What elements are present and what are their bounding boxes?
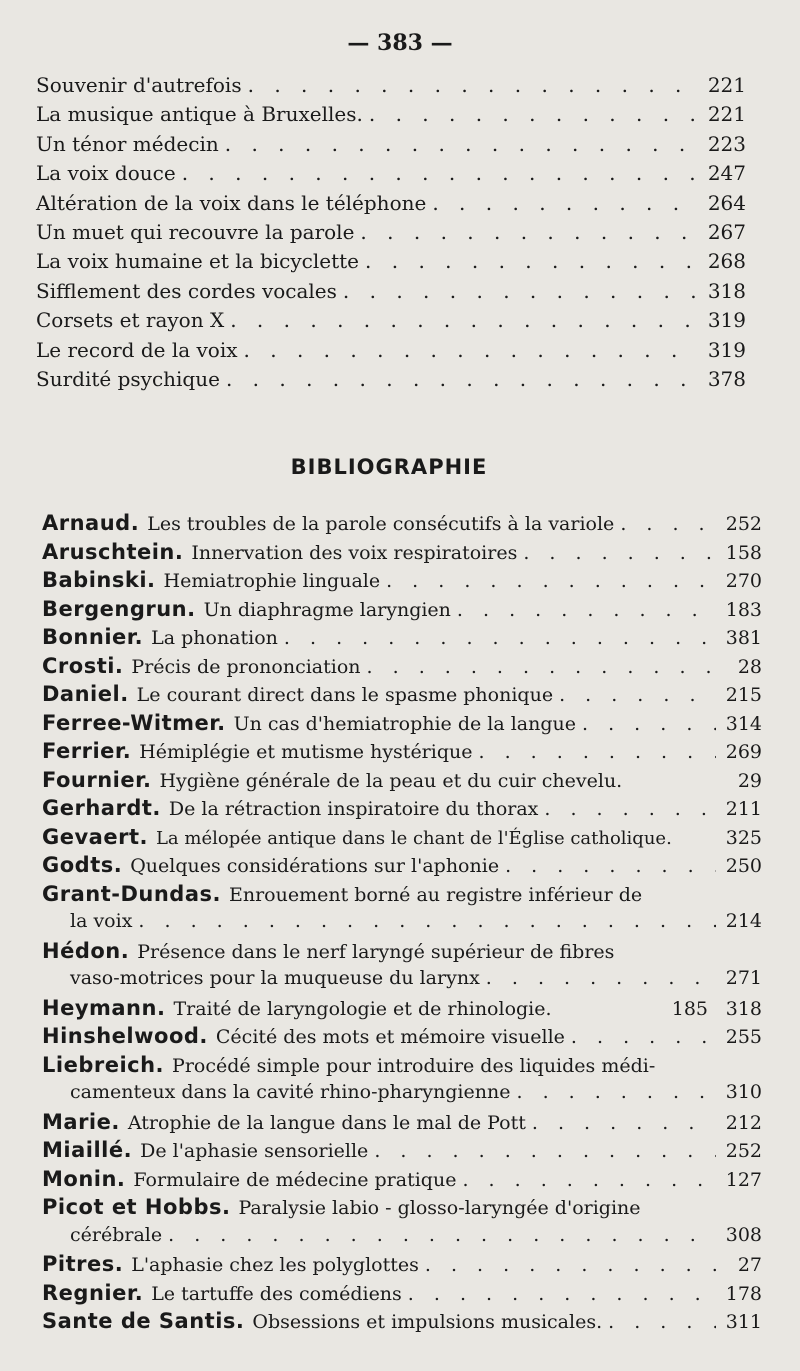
- toc-entry: [36, 191, 746, 220]
- bib-title: Un diaphragme laryngien: [203, 598, 451, 621]
- bib-author: Fournier.: [42, 767, 152, 792]
- toc-entry-page: 319: [707, 337, 746, 362]
- bib-page: 28: [737, 655, 762, 678]
- bib-title: De l'aphasie sensorielle: [140, 1140, 369, 1162]
- dot-leader: [432, 191, 696, 215]
- bib-title: La mélopée antique dans le chant de l'Église catholique.: [155, 827, 672, 849]
- dot-leader: [226, 367, 696, 391]
- dot-leader: [230, 308, 696, 332]
- bibliography-entry: [42, 1195, 762, 1252]
- toc-entry: [36, 102, 746, 131]
- bib-page: 127: [725, 1168, 762, 1191]
- toc-entry: [36, 132, 746, 161]
- toc-entry-page: 247: [707, 161, 746, 186]
- dot-leader: [369, 102, 696, 126]
- bib-page: 252: [725, 513, 762, 535]
- bib-author: Ferree-Witmer.: [42, 710, 226, 735]
- bib-author: Babinski.: [42, 568, 156, 592]
- bibliography-entry: [42, 996, 762, 1025]
- bibliography-entry: [42, 1252, 762, 1281]
- bib-page: 325: [725, 826, 762, 849]
- bib-author: Aruschtein.: [42, 539, 184, 564]
- bib-author: Liebreich.: [42, 1052, 165, 1077]
- bib-author: Ferrier.: [42, 739, 132, 763]
- dot-leader: [386, 570, 716, 592]
- toc-entry-title: Un ténor médecin: [36, 131, 219, 156]
- bib-title: Enrouement borné au registre inférieur de: [228, 883, 643, 906]
- bib-author: Marie.: [42, 1109, 120, 1134]
- bib-page: 311: [725, 1311, 762, 1333]
- bibliography-entry: [42, 682, 762, 711]
- toc-entry: [36, 308, 746, 337]
- toc-entry: [36, 367, 746, 396]
- toc-entry-page: 223: [707, 131, 746, 156]
- bibliography-list: [42, 511, 762, 1338]
- bib-title: Un cas d'hemiatrophie de la langue: [233, 712, 577, 735]
- toc-entry: [36, 73, 746, 102]
- bibliography-entry: [42, 768, 762, 797]
- bib-title-continuation: camenteux dans la cavité rhino-pharyngienne: [70, 1081, 511, 1103]
- bib-page: 381: [725, 627, 762, 649]
- bibliography-entry: [42, 739, 762, 768]
- bibliography-heading: BIBLIOGRAPHIE: [290, 455, 488, 479]
- bib-title: Formulaire de médecine pratique: [133, 1168, 457, 1191]
- toc-entry-page: 267: [707, 219, 746, 244]
- dot-leader: [248, 73, 696, 97]
- bib-page: 255: [725, 1026, 762, 1048]
- bib-title: Les troubles de la parole consécutifs à la variole: [147, 513, 615, 535]
- bib-page: 27: [737, 1254, 762, 1276]
- bib-author: Daniel.: [42, 682, 129, 706]
- bib-title: Traité de laryngologie et de rhinologie.: [173, 997, 552, 1020]
- bibliography-entry: [42, 511, 762, 540]
- bibliography-entry: [42, 625, 762, 654]
- dot-leader: [457, 599, 716, 621]
- bib-author: Arnaud.: [42, 511, 140, 535]
- bib-title: Hémiplégie et mutisme hystérique: [139, 741, 473, 763]
- bib-author: Godts.: [42, 853, 123, 877]
- bib-page: 308: [725, 1223, 762, 1246]
- bib-page: 310: [725, 1081, 762, 1103]
- dot-leader: [365, 249, 696, 273]
- bib-title: Procédé simple pour introduire des liquides médi-: [172, 1054, 656, 1077]
- dot-leader: [523, 542, 716, 564]
- bib-author: Miaillé.: [42, 1138, 133, 1162]
- dot-leader: [408, 1283, 716, 1305]
- bib-author: Heymann.: [42, 995, 166, 1020]
- bib-page: 158: [725, 541, 762, 564]
- toc-entry-title: Un muet qui recouvre la parole: [36, 219, 355, 244]
- bib-title: Innervation des voix respiratoires: [191, 541, 518, 564]
- bib-page: 29: [737, 769, 762, 792]
- toc-entry-page: 221: [707, 73, 746, 97]
- dot-leader: [505, 855, 716, 877]
- dot-leader: [532, 1112, 716, 1134]
- bib-author: Hinshelwood.: [42, 1024, 208, 1048]
- bibliography-entry: [42, 654, 762, 683]
- toc-entry-page: 268: [707, 249, 746, 274]
- bib-author: Bonnier.: [42, 625, 144, 649]
- dot-leader: [571, 1026, 716, 1048]
- toc-entry: [36, 338, 746, 367]
- dot-leader: [559, 684, 716, 706]
- bib-author: Sante de Santis.: [42, 1309, 245, 1333]
- dot-leader: [367, 656, 716, 678]
- dot-leader: [284, 627, 716, 649]
- bib-page: 271: [725, 967, 762, 989]
- toc-entry: [36, 249, 746, 278]
- bib-title: La phonation: [151, 627, 278, 649]
- bib-title: Précis de prononciation: [131, 655, 361, 678]
- bibliography-entry: [42, 540, 762, 569]
- bib-author: Monin.: [42, 1166, 126, 1191]
- bib-author: Bergengrun.: [42, 596, 196, 621]
- table-of-contents: [36, 73, 746, 396]
- bib-title: Présence dans le nerf laryngé supérieur de fibres: [137, 940, 615, 963]
- bib-title: Hygiène générale de la peau et du cuir chevelu.: [159, 769, 623, 792]
- toc-entry-page: 378: [707, 366, 746, 391]
- bibliography-entry: [42, 882, 762, 939]
- bib-author: Regnier.: [42, 1280, 144, 1305]
- dot-leader: [182, 161, 696, 185]
- bibliography-entry: [42, 1053, 762, 1110]
- dot-leader: [608, 1311, 716, 1333]
- toc-entry-title: La voix humaine et la bicyclette: [36, 249, 360, 274]
- toc-entry: [36, 279, 746, 308]
- bib-title: Cécité des mots et mémoire visuelle: [215, 1026, 565, 1048]
- bibliography-entry: [42, 1309, 762, 1338]
- toc-entry-page: 264: [707, 190, 746, 215]
- dot-leader: [582, 713, 716, 735]
- bib-page-extra: 185: [671, 997, 708, 1020]
- toc-entry-page: 221: [707, 102, 746, 127]
- bib-author: Gerhardt.: [42, 796, 161, 820]
- bibliography-entry: [42, 597, 762, 626]
- bib-title: Le tartuffe des comédiens: [151, 1282, 402, 1305]
- bib-title: Atrophie de la langue dans le mal de Pott: [127, 1111, 526, 1134]
- dot-leader: [479, 741, 717, 763]
- toc-entry-title: La voix douce: [36, 161, 176, 186]
- bib-page: 314: [725, 712, 762, 735]
- dot-leader: [225, 132, 696, 156]
- bib-page: 178: [725, 1282, 762, 1305]
- bibliography-entry: [42, 1167, 762, 1196]
- toc-entry-page: 319: [707, 308, 746, 333]
- bibliography-entry: [42, 939, 762, 996]
- bib-title: Quelques considérations sur l'aphonie: [130, 855, 500, 877]
- dot-leader: [620, 513, 716, 535]
- dot-leader: [168, 1224, 716, 1246]
- dot-leader: [360, 220, 696, 244]
- bib-author: Crosti.: [42, 653, 124, 678]
- bib-author: Pitres.: [42, 1252, 124, 1276]
- bib-page: 214: [725, 910, 762, 932]
- bib-page: 183: [725, 598, 762, 621]
- bib-page: 215: [725, 684, 762, 706]
- dot-leader: [516, 1081, 716, 1103]
- bibliography-entry: [42, 1281, 762, 1310]
- dot-leader: [244, 338, 696, 362]
- toc-entry-page: 318: [707, 278, 746, 303]
- toc-entry: [36, 161, 746, 190]
- bib-title: Obsessions et impulsions musicales.: [252, 1311, 603, 1333]
- bib-title: Hemiatrophie linguale: [163, 570, 381, 592]
- bib-title: Paralysie labio - glosso-laryngée d'origine: [238, 1197, 641, 1219]
- dot-leader: [343, 279, 696, 303]
- dot-leader: [544, 798, 716, 820]
- bib-author: Hédon.: [42, 938, 130, 963]
- bib-author: Picot et Hobbs.: [42, 1195, 231, 1219]
- bib-page: 211: [725, 798, 762, 820]
- bib-page: 269: [725, 741, 762, 763]
- bib-page: 250: [725, 855, 762, 877]
- bibliography-entry: [42, 796, 762, 825]
- bib-title-continuation: cérébrale: [70, 1223, 163, 1246]
- toc-entry-title: Sifflement des cordes vocales: [36, 278, 337, 303]
- toc-entry-title: Le record de la voix: [36, 337, 238, 362]
- bibliography-entry: [42, 1138, 762, 1167]
- toc-entry-title: Souvenir d'autrefois: [36, 73, 242, 97]
- bib-page: 252: [725, 1140, 762, 1162]
- dot-leader: [138, 910, 716, 932]
- bib-title-continuation: vaso-motrices pour la muqueuse du larynx: [70, 967, 480, 989]
- bib-page: 212: [725, 1111, 762, 1134]
- dot-leader: [425, 1254, 716, 1276]
- bib-title: De la rétraction inspiratoire du thorax: [168, 798, 539, 820]
- bib-author: Grant-Dundas.: [42, 881, 221, 906]
- toc-entry-title: Corsets et rayon X: [36, 308, 225, 333]
- toc-entry-title: La musique antique à Bruxelles.: [36, 102, 363, 127]
- bibliography-entry: [42, 568, 762, 597]
- bib-title: L'aphasie chez les polyglottes: [131, 1254, 419, 1276]
- bibliography-entry: [42, 711, 762, 740]
- bibliography-entry: [42, 1024, 762, 1053]
- bibliography-entry: [42, 1110, 762, 1139]
- bib-author: Gevaert.: [42, 824, 148, 849]
- toc-entry: [36, 220, 746, 249]
- dot-leader: [486, 967, 716, 989]
- bib-title-continuation: la voix: [70, 910, 133, 932]
- bib-title: Le courant direct dans le spasme phonique: [136, 684, 554, 706]
- page-number: — 383 —: [347, 30, 453, 56]
- dot-leader: [462, 1169, 716, 1191]
- bib-page: 318: [725, 997, 762, 1020]
- toc-entry-title: Surdité psychique: [36, 366, 220, 391]
- bibliography-entry: [42, 825, 762, 854]
- dot-leader: [374, 1140, 716, 1162]
- bib-page: 270: [725, 570, 762, 592]
- toc-entry-title: Altération de la voix dans le téléphone: [36, 190, 427, 215]
- bibliography-entry: [42, 853, 762, 882]
